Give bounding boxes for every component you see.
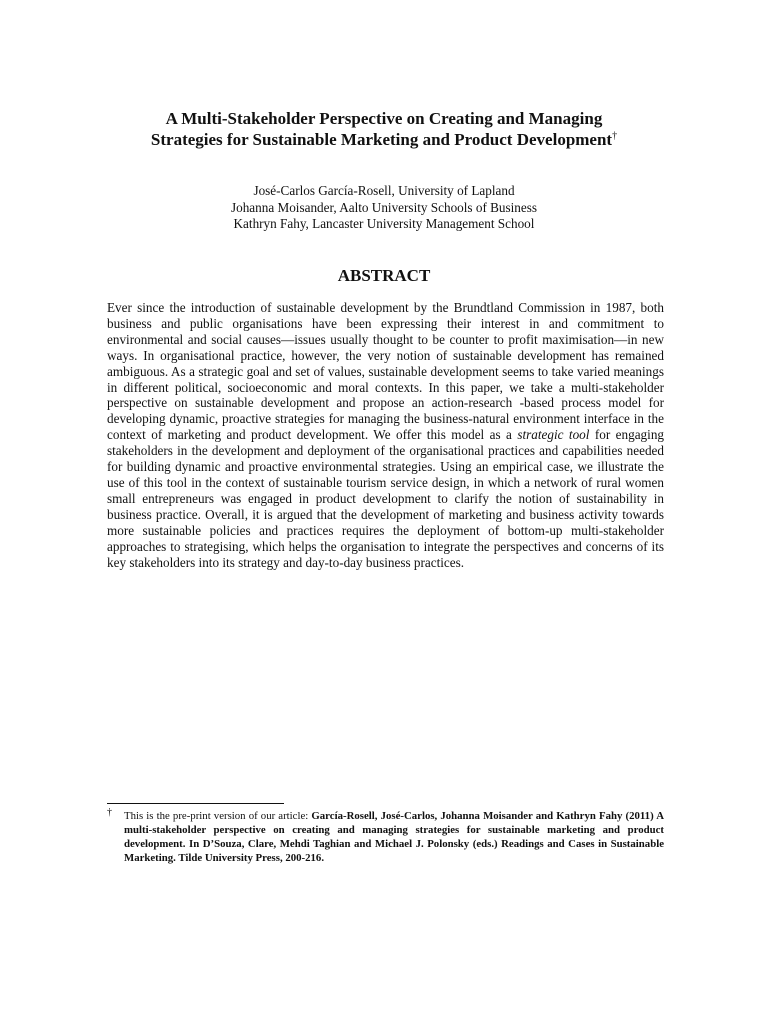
paper-title [90,108,678,150]
abstract-emphasis: strategic tool [517,427,590,443]
abstract-text-part-1: Ever since the introduction of sustainable development by the Brundtland Commission in 1987, both business and public organisations have been expressing their interest in and commitment to environmental and social causes—issues usually thought to be counter to profit maximisation—in new ways. In organisational practice, however, the very notion of sustainable development has remained ambiguous. As a strategic goal and set of values, sustainable development seems to take varied meanings in different political, socioeconomic and moral contexts. In this paper, we take a multi-stakeholder perspective on sustainable development and propose an action-research -based process model for developing dynamic, proactive strategies for managing the business-natural environment interface in the context of marketing and product development. We offer this model as a [107,300,664,443]
author-list [90,183,678,233]
abstract-text [107,300,664,570]
abstract-text-part-2: for engaging stakeholders in the development and deployment of the organisational practices and capabilities needed for building dynamic and proactive environmental strategies. Using an empirical case, we illustrate the use of this tool in the context of sustainable tourism service design, in which a network of rural women small entrepreneurs was engaged in product development to clarify the notion of sustainability in business practice. Overall, it is argued that the development of marketing and business activity towards more sustainable policies and practices requires the deployment of bottom-up multi-stakeholder approaches to strategising, which helps the organisation to integrate the perspectives and concerns of its key stakeholders into its strategy and day-to-day business practices. [107,427,665,570]
footnote-mark: † [107,807,112,818]
title-line-1: A Multi-Stakeholder Perspective on Creating and Managing [165,109,603,128]
author-1: José-Carlos García-Rosell, University of Lapland [253,183,515,198]
footnote-text [107,809,664,865]
footnote-separator [107,803,284,804]
author-3: Kathryn Fahy, Lancaster University Management School [233,216,535,231]
title-footnote-mark: † [612,130,618,142]
author-2: Johanna Moisander, Aalto University Schools of Business [230,199,538,215]
footnote-intro: This is the pre-print version of our article: [124,810,312,822]
title-line-2-text: Strategies for Sustainable Marketing and Product Development [150,130,613,149]
abstract-heading: ABSTRACT [337,266,431,285]
footnote-citation: García-Rosell, José-Carlos, Johanna Moisander and Kathryn Fahy (2011) A multi-stakeholder perspective on creating and managing strategies for sustainable marketing and product development. In D’Souza, Clare, Mehdi Taghian and Michael J. Polonsky (eds.) Readings and Cases in Sustainable Marketing. Tilde University Press, 200-216. [124,810,664,864]
footnote [107,809,664,865]
title-line-2 [90,129,678,150]
